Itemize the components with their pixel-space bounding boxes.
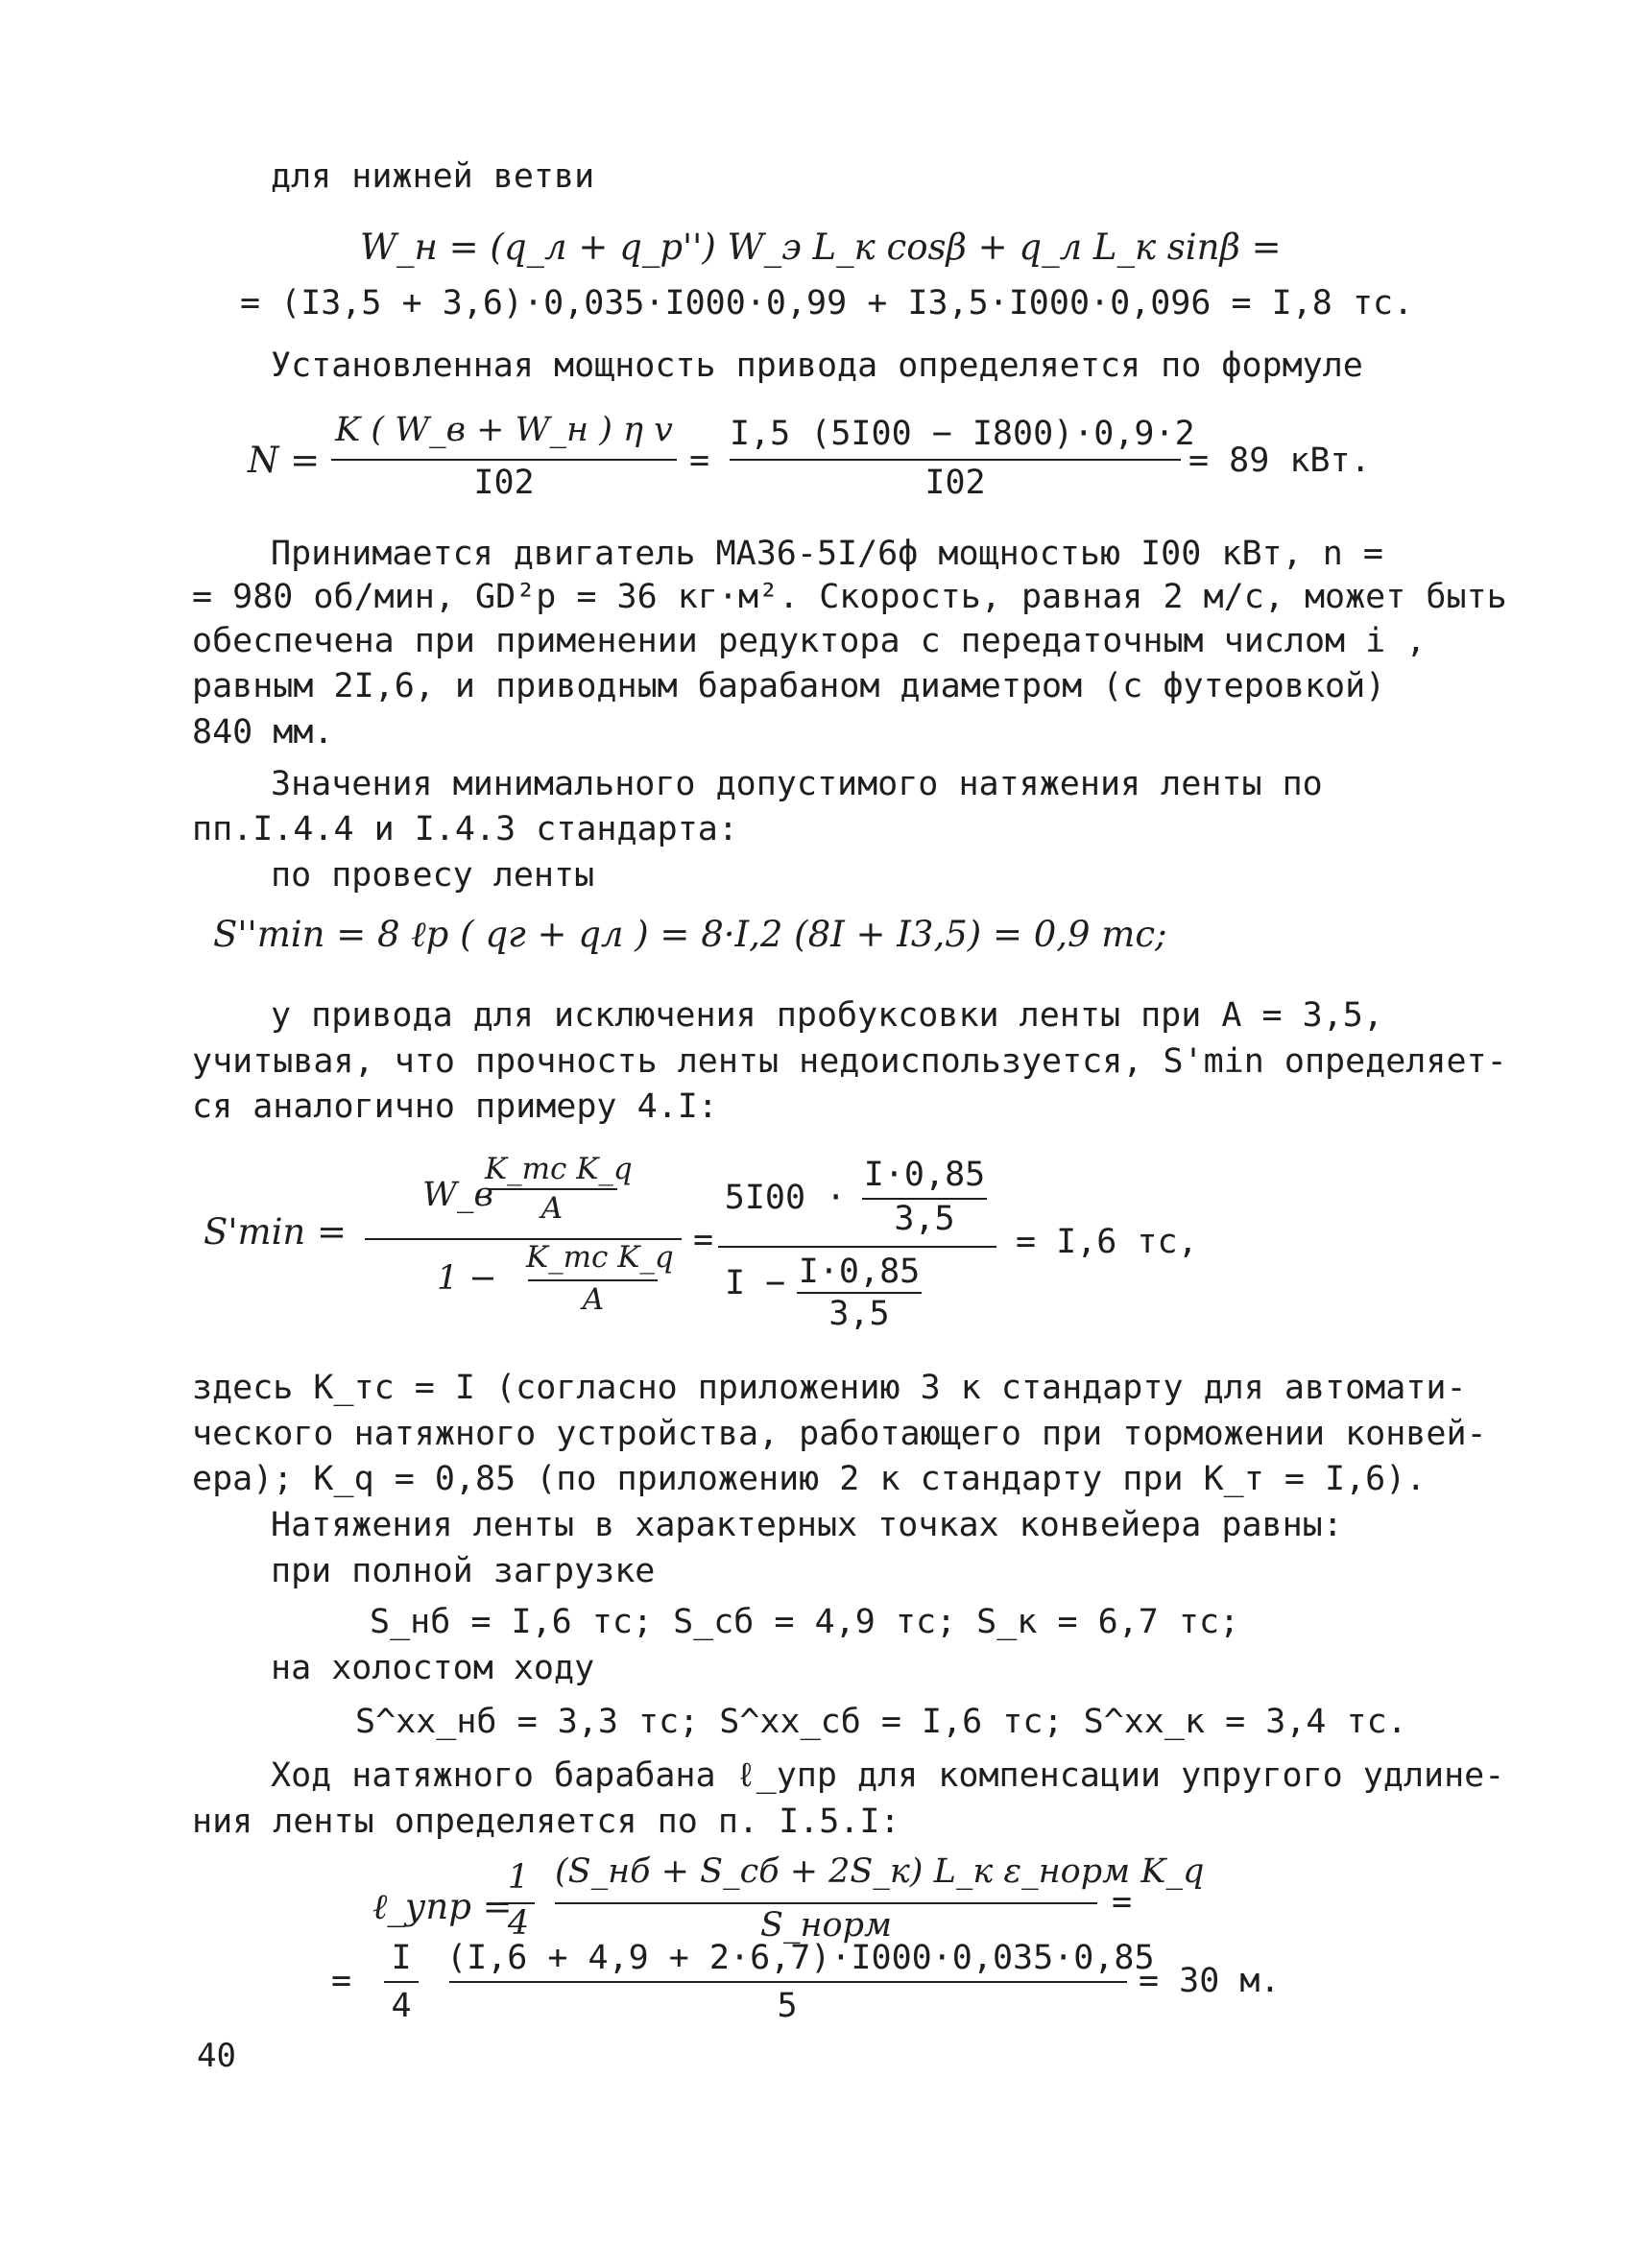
power-num-denominator: I02 [924, 464, 986, 502]
stroke-num-fraction-bar [449, 1981, 1127, 1983]
stroke-num-quarter-bottom: 4 [391, 1987, 412, 2025]
power-intro: Установленная мощность привода определяется по формуле [271, 346, 1363, 385]
power-sym-fraction-bar [331, 459, 677, 461]
smin-num-num-main: 5I00 · [724, 1179, 847, 1217]
stroke-sym-numerator: (S_нб + S_сб + 2S_к) L_к ε_норм K_q [555, 1852, 1205, 1891]
stroke-lead: = [331, 1962, 352, 2000]
power-eq: = [689, 442, 710, 480]
smin-drive-eq: = [693, 1221, 714, 1259]
stroke-sym-fraction-bar [555, 1902, 1097, 1904]
coef-paragraph-line-1: здесь K_тс = I (согласно приложению 3 к стандарту для автомати- [192, 1369, 1467, 1407]
coef-paragraph-line-3: ера); K_q = 0,85 (по приложению 2 к стандарту при K_т = I,6). [192, 1460, 1427, 1498]
smin-num-den-frac-bottom: 3,5 [828, 1295, 890, 1333]
stroke-num-quarter-top: I [391, 1939, 412, 1977]
smin-num-den-main: I − [725, 1264, 786, 1302]
smin-sym-num-main: W_в [422, 1176, 493, 1214]
power-sym-numerator: K ( W_в + W_н ) η v [335, 411, 673, 449]
smin-sym-den-frac-bar [528, 1279, 658, 1281]
tension-points-intro: Натяжения ленты в характерных точках конвейера равны: [271, 1506, 1343, 1544]
full-load-values: S_нб = I,6 тс; S_сб = 4,9 тс; S_к = 6,7 тс; [370, 1603, 1240, 1641]
power-num-numerator: I,5 (5I00 − I800)·0,9·2 [730, 415, 1195, 453]
power-sym-denominator: I02 [473, 464, 535, 502]
stroke-num-numerator: (I,6 + 4,9 + 2·6,7)·I000·0,035·0,85 [446, 1939, 1155, 1977]
stroke-paragraph-line-2: ния ленты определяется по п. I.5.I: [192, 1802, 900, 1841]
tension-intro-line-3: по провесу ленты [271, 856, 595, 895]
smin-drive-result: = I,6 тс, [1016, 1223, 1198, 1261]
smin-drive-lhs: S'min = [204, 1211, 348, 1253]
idle-label: на холостом ходу [271, 1649, 595, 1687]
idle-values: S^xx_нб = 3,3 тс; S^xx_сб = I,6 тс; S^xx_к = 3,4 тс. [355, 1703, 1407, 1741]
smin-sym-den-frac-bottom: A [582, 1282, 605, 1317]
motor-paragraph-line-5: 840 мм. [192, 713, 334, 752]
drive-paragraph-line-3: ся аналогично примеру 4.I: [192, 1087, 718, 1126]
smin-sag-formula: S''min = 8 ℓр ( qг + qл ) = 8·I,2 (8I + I3,5) = 0,9 тс; [213, 914, 1167, 955]
motor-paragraph-line-4: равным 2I,6, и приводным барабаном диаметром (с футеровкой) [192, 667, 1386, 705]
power-lhs: N = [248, 440, 321, 481]
stroke-sym-denominator: S_норм [759, 1906, 893, 1945]
smin-num-num-frac-bottom: 3,5 [894, 1200, 955, 1238]
drive-paragraph-line-1: у привода для исключения пробуксовки ленты при A = 3,5, [271, 996, 1383, 1035]
stroke-num-denominator: 5 [777, 1987, 798, 2025]
power-num-fraction-bar [730, 459, 1181, 461]
smin-sym-den-frac-top: K_тс K_q [526, 1240, 674, 1275]
motor-paragraph-line-1: Принимается двигатель МА36-5I/6ф мощностью I00 кВт, n = [271, 535, 1383, 573]
coef-paragraph-line-2: ческого натяжного устройства, работающего при торможении конвей- [192, 1415, 1487, 1453]
page-number: 40 [197, 2037, 236, 2075]
drive-paragraph-line-2: учитывая, что прочность ленты недоиспользуется, S'min определяет- [192, 1042, 1507, 1081]
stroke-quarter-bottom: 4 [507, 1904, 530, 1943]
smin-num-main-bar [718, 1246, 996, 1248]
stroke-lhs: ℓ_упр = [372, 1886, 513, 1927]
stroke-quarter-top: 1 [507, 1858, 530, 1897]
smin-num-den-frac-top: I·0,85 [798, 1253, 921, 1291]
smin-sym-den-main: 1 − [437, 1259, 497, 1298]
power-result: = 89 кВт. [1188, 442, 1371, 480]
smin-sym-num-frac-top: K_тс K_q [485, 1152, 633, 1186]
section-label: для нижней ветви [271, 157, 595, 196]
stroke-result: = 30 м. [1139, 1962, 1281, 2000]
stroke-num-quarter-bar [384, 1981, 419, 1983]
smin-num-den-frac-bar [797, 1292, 922, 1294]
stroke-eq: = [1112, 1883, 1133, 1922]
tension-intro-line-1: Значения минимального допустимого натяжения ленты по [271, 765, 1323, 803]
smin-sym-num-frac-bottom: A [540, 1191, 564, 1226]
wn-formula-numeric: = (I3,5 + 3,6)·0,035·I000·0,99 + I3,5·I000·0,096 = I,8 тс. [240, 284, 1414, 322]
stroke-paragraph-line-1: Ход натяжного барабана ℓ_упр для компенсации упругого удлине- [271, 1756, 1505, 1795]
smin-sym-num-frac-bar [488, 1188, 617, 1190]
motor-paragraph-line-2: = 980 об/мин, GD²р = 36 кг·м². Скорость, равная 2 м/с, может быть [192, 578, 1507, 616]
smin-num-num-frac-top: I·0,85 [863, 1156, 986, 1194]
tension-intro-line-2: пп.I.4.4 и I.4.3 стандарта: [192, 810, 738, 848]
wn-formula-symbolic: W_н = (q_л + q_р'') W_э L_к cosβ + q_л L_к sinβ = [360, 227, 1282, 268]
motor-paragraph-line-3: обеспечена при применении редуктора с передаточным числом i , [192, 622, 1427, 660]
full-load-label: при полной загрузке [271, 1552, 656, 1590]
